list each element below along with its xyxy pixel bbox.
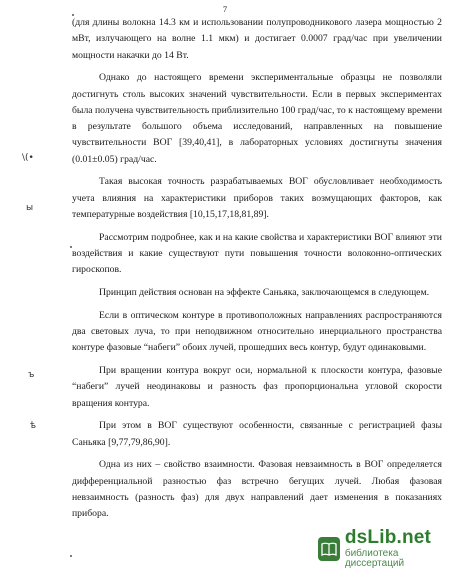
watermark-subtitle: библиотека диссертаций [344,548,405,569]
page-number: 7 [222,4,228,14]
paragraph: Одна из них – свойство взаимности. Фазовая невзаимность в ВОГ определяется дифференциальной разностью фаз встречно бегущих лучей. Любая фазовая невзаимность (разность фаз) для двух направлений дает изменения в показаниях прибора. [72,459,442,520]
margin-mark: \(• [22,153,34,163]
paragraph: При вращении контура вокруг оси, нормальной к плоскости контура, фазовые “набеги” лучей неодинаковы и разность фаз пропорциональна угловой скорости вращения контура. [72,364,442,409]
scan-speck [70,555,72,557]
scan-speck [72,14,74,16]
scan-speck [70,246,72,248]
paragraph: При этом в ВОГ существуют особенности, связанные с регистрацией фазы Саньяка [9,77,79,86,90]. [72,420,442,448]
watermark [318,528,450,569]
book-icon [318,537,340,561]
paragraph: Такая высокая точность разрабатываемых ВОГ обусловливает необходимость учета влияния на характеристики приборов таких возмущающих факторов, как температурные воздействия [10,15,17,18,81,89]. [72,176,442,221]
paragraph: (для длины волокна 14.3 км и использовании полупроводникового лазера мощностью 2 мВт, излучающего на волне 1.1 мкм) и достигает 0.0007 град/час при увеличении мощности накачки до 14 Вт. [72,17,442,61]
watermark-brand: dsLib.net [344,527,432,548]
paragraph: Однако до настоящего времени экспериментальные образцы не позволяли достигнуть столь высоких значений чувствительности. Если в первых экспериментах была получена чувствительность приблизительно 100 град/час, то к настоящему времени в результате большого объема исследований, направленных на повышение чувствительности ВОГ [39,40,41], в лабораторных условиях достигнуты значения (0.01±0.05) град/час. [72,72,442,165]
document-body [72,15,442,524]
margin-mark: ѣ [30,421,37,431]
margin-mark: ъ [28,370,35,380]
paragraph: Рассмотрим подробнее, как и на какие свойства и характеристики ВОГ влияют эти воздействия и какие существуют пути повышения точности волоконно-оптических гироскопов. [72,231,442,276]
margin-mark: ы [26,203,34,213]
paragraph: Принцип действия основан на эффекте Саньяка, заключающемся в следующем. [99,287,430,299]
paragraph: Если в оптическом контуре в противоположных направлениях распространяются два световых луча, то при неподвижном относительно инерциального пространства контуре фазовые “набеги” обоих лучей, прошедших весь контур, будут одинаковыми. [72,309,442,354]
